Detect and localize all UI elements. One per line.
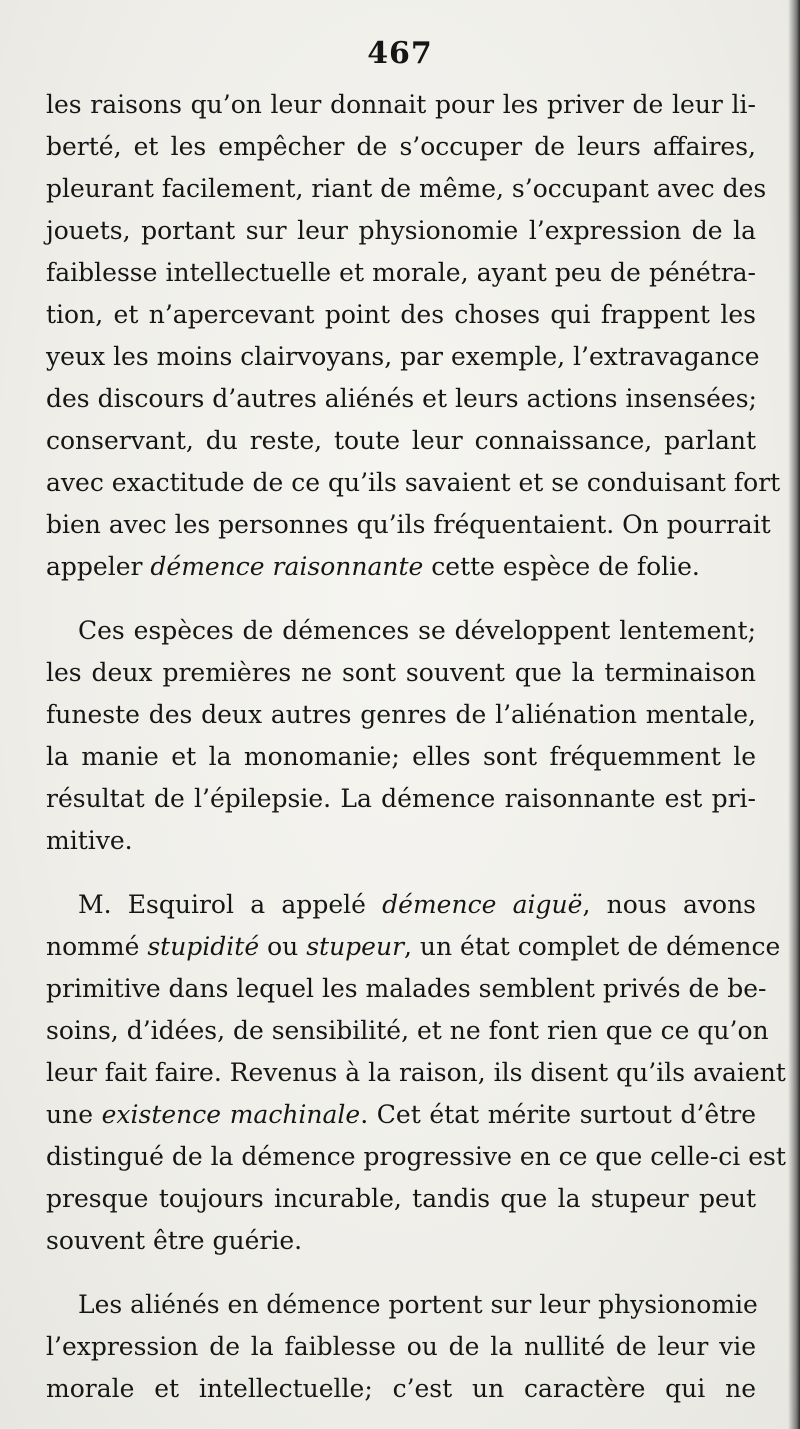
- text-line: funeste des deux autres genres de l’aliénation mentale,: [46, 700, 756, 729]
- text-line: la manie et la monomanie; elles sont fréquemment le: [46, 742, 756, 771]
- text-line: [46, 884, 756, 926]
- page-number: 467: [367, 36, 433, 71]
- text-run: nommé: [46, 932, 148, 961]
- text-run: , un état complet de démence: [404, 932, 781, 961]
- text-line: leur fait faire. Revenus à la raison, ils disent qu’ils avaient: [46, 1058, 786, 1087]
- italic-term: démence aiguë: [382, 890, 583, 919]
- text-line: Ces espèces de démences se développent lentement;: [78, 616, 756, 645]
- text-line: tion, et n’apercevant point des choses qui frappent les: [46, 300, 756, 329]
- italic-term: démence raisonnante: [150, 552, 424, 581]
- text-line: soins, d’idées, de sensibilité, et ne font rien que ce qu’on: [46, 1016, 769, 1045]
- text-run: cette espèce de folie.: [423, 552, 700, 581]
- text-line: presque toujours incurable, tandis que la stupeur peut: [46, 1184, 756, 1213]
- text-body: [46, 84, 786, 1410]
- text-line: morale et intellectuelle; c’est un caractère qui ne: [46, 1374, 756, 1403]
- text-line: pleurant facilement, riant de même, s’occupant avec des: [46, 174, 767, 203]
- text-run: . Cet état mérite surtout d’être: [360, 1100, 756, 1129]
- text-run: appeler: [46, 552, 151, 581]
- text-line: [46, 1094, 756, 1136]
- paragraph: [46, 1284, 756, 1410]
- page-edge-shadow: [788, 0, 800, 1429]
- text-line: souvent être guérie.: [46, 1226, 303, 1255]
- text-line: [46, 546, 756, 588]
- text-line: conservant, du reste, toute leur connaissance, parlant: [46, 426, 756, 455]
- text-line: bien avec les personnes qu’ils fréquentaient. On pourrait: [46, 510, 771, 539]
- text-line: berté, et les empêcher de s’occuper de leurs affaires,: [46, 132, 756, 161]
- text-line: faiblesse intellectuelle et morale, ayant peu de pénétra-: [46, 258, 756, 287]
- text-run: une: [46, 1100, 102, 1129]
- paragraph: [46, 884, 786, 1262]
- text-line: avec exactitude de ce qu’ils savaient et se conduisant fort: [46, 468, 781, 497]
- italic-term: stupeur: [306, 932, 405, 961]
- text-run: , nous avons: [582, 890, 756, 919]
- paragraph: [46, 84, 781, 588]
- text-run: M. Esquirol a appelé: [78, 890, 383, 919]
- text-line: les raisons qu’on leur donnait pour les priver de leur li-: [46, 90, 756, 119]
- text-run: ou: [259, 932, 307, 961]
- text-line: jouets, portant sur leur physionomie l’expression de la: [46, 216, 756, 245]
- text-line: yeux les moins clairvoyans, par exemple, l’extravagance: [46, 342, 760, 371]
- text-line: Les aliénés en démence portent sur leur physionomie: [78, 1290, 758, 1319]
- text-line: [46, 926, 781, 968]
- italic-term: stupidité: [147, 932, 260, 961]
- text-line: les deux premières ne sont souvent que la terminaison: [46, 658, 756, 687]
- text-line: primitive dans lequel les malades semblent privés de be-: [46, 974, 767, 1003]
- text-line: résultat de l’épilepsie. La démence raisonnante est pri-: [46, 784, 756, 813]
- italic-term: existence machinale: [101, 1100, 361, 1129]
- text-line: l’expression de la faiblesse ou de la nullité de leur vie: [46, 1332, 756, 1361]
- text-line: mitive.: [46, 826, 133, 855]
- text-line: des discours d’autres aliénés et leurs actions insensées;: [46, 384, 757, 413]
- paragraph: [46, 610, 756, 862]
- text-line: distingué de la démence progressive en ce que celle-ci est: [46, 1142, 786, 1171]
